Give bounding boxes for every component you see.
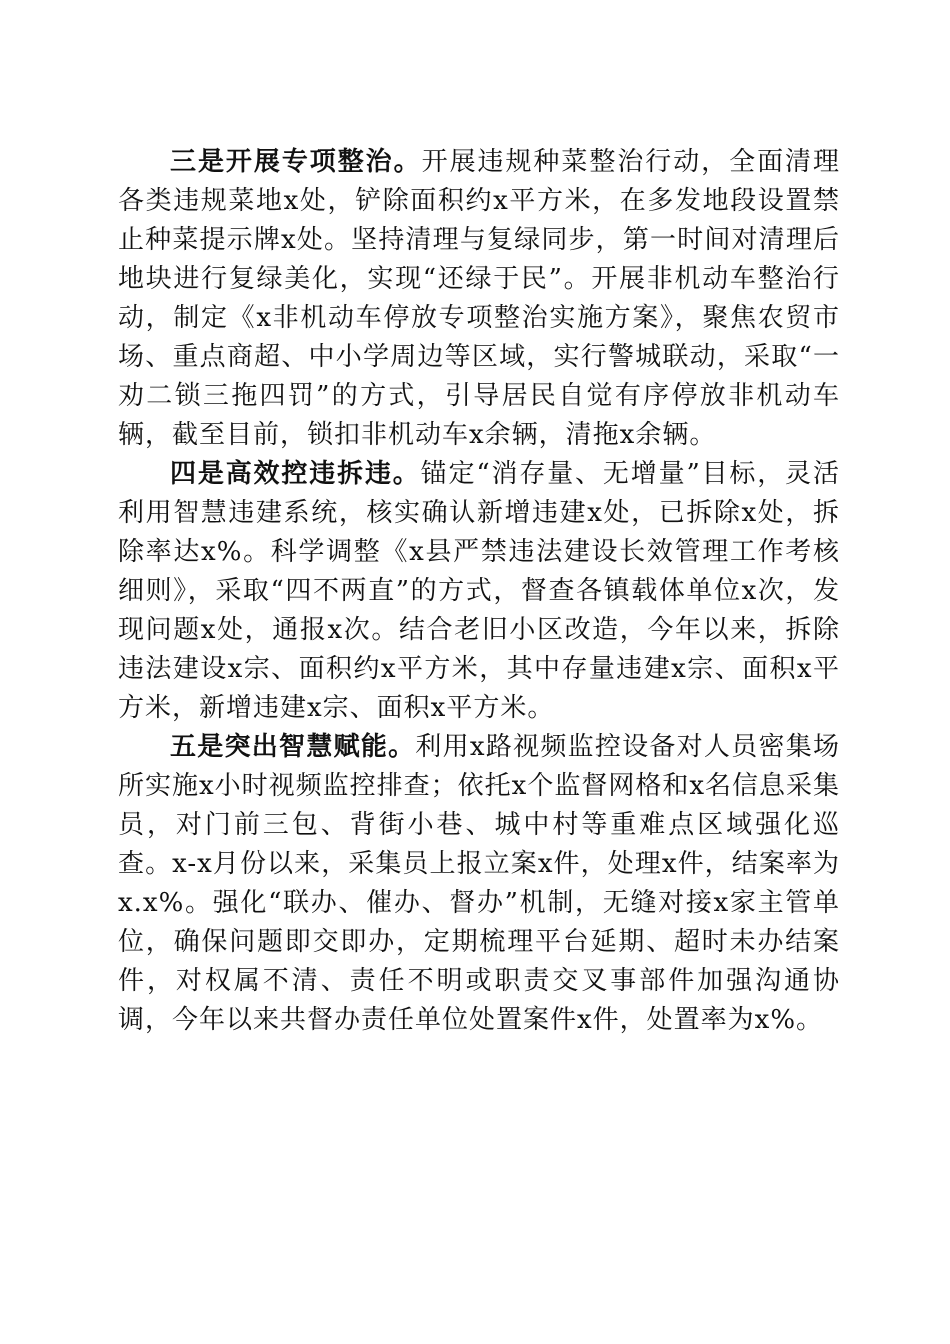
paragraph-heading: 三是开展专项整治。: [170, 147, 422, 177]
paragraph-body: 开展违规种菜整治行动，全面清理各类违规菜地x处，铲除面积约x平方米，在多发地段设置禁止种菜提示牌x处。坚持清理与复绿同步，第一时间对清理后地块进行复绿美化，实现“还绿于民”。开展非机动车整治行动，制定《x非机动车停放专项整治实施方案》，聚焦农贸市场、重点商超、中小学周边等区域，实行警城联动，采取“一劝二锁三拖四罚”的方式，引导居民自觉有序停放非机动车辆，截至目前，锁扣非机动车x余辆，清拖x余辆。: [118, 147, 840, 450]
document-page: [118, 143, 840, 1040]
paragraph-special-rectification: [118, 143, 840, 455]
paragraph-smart-empowerment: [118, 728, 840, 1040]
paragraph-heading: 四是高效控违拆违。: [170, 459, 421, 489]
paragraph-body: 利用x路视频监控设备对人员密集场所实施x小时视频监控排查；依托x个监督网格和x名信息采集员，对门前三包、背街小巷、城中村等重难点区域强化巡查。x-x月份以来，采集员上报立案x件，处理x件，结案率为x.x%。强化“联办、催办、督办”机制，无缝对接x家主管单位，确保问题即交即办，定期梳理平台延期、超时未办结案件，对权属不清、责任不明或职责交叉事部件加强沟通协调，今年以来共督办责任单位处置案件x件，处置率为x%。: [118, 732, 840, 1035]
paragraph-body: 锚定“消存量、无增量”目标，灵活利用智慧违建系统，核实确认新增违建x处，已拆除x处，拆除率达x%。科学调整《x县严禁违法建设长效管理工作考核细则》，采取“四不两直”的方式，督查各镇载体单位x次，发现问题x处，通报x次。结合老旧小区改造，今年以来，拆除违法建设x宗、面积约x平方米，其中存量违建x宗、面积x平方米，新增违建x宗、面积x平方米。: [118, 459, 840, 723]
paragraph-heading: 五是突出智慧赋能。: [170, 732, 416, 762]
paragraph-illegal-construction-control: [118, 455, 840, 728]
